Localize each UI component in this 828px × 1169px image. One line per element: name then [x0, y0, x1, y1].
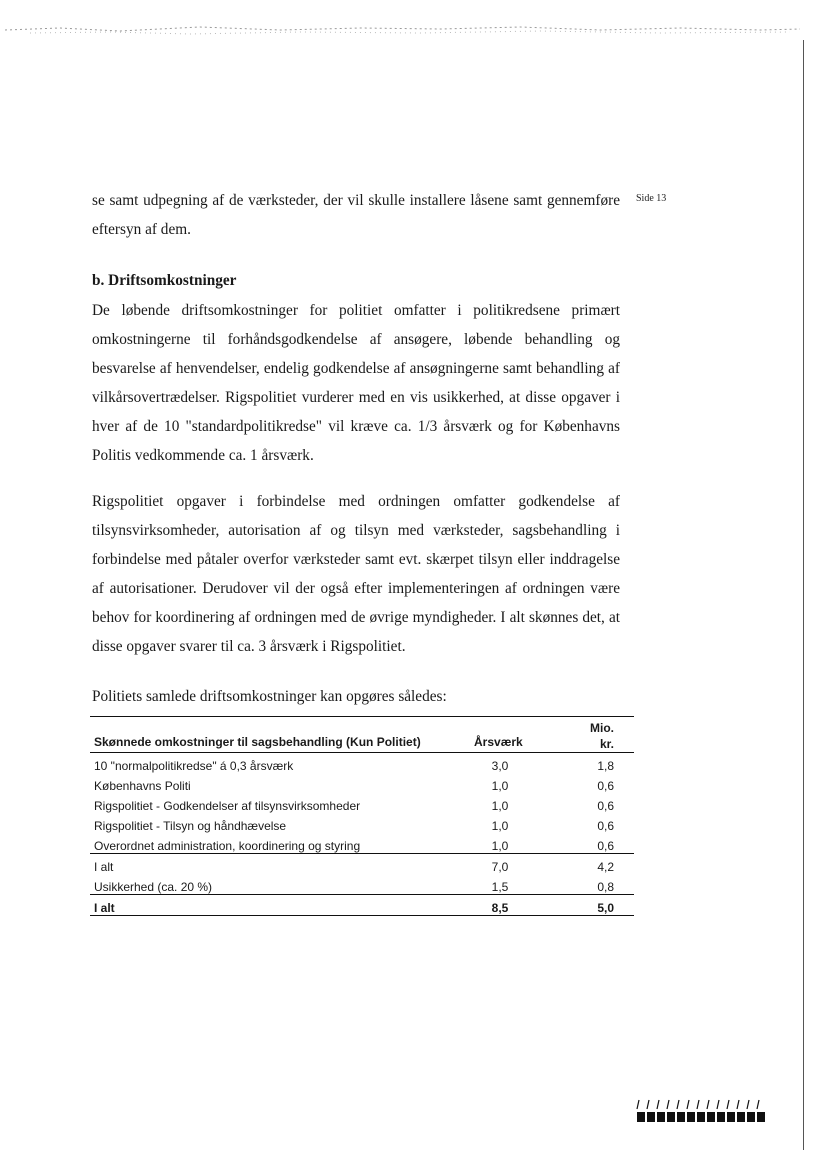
table-row — [90, 773, 634, 793]
row-mio: 4,2 — [597, 860, 614, 874]
row-mio: 0,8 — [544, 874, 634, 895]
cost-table — [90, 716, 634, 916]
row-mio: 0,6 — [597, 779, 614, 793]
table-total-row — [90, 895, 634, 916]
row-label: I alt — [90, 895, 452, 916]
row-mio: 1,8 — [597, 759, 614, 773]
row-mio: 5,0 — [544, 895, 634, 916]
row-arsvaerk: 1,0 — [491, 779, 509, 793]
table-row — [90, 793, 634, 813]
row-label: Usikkerhed (ca. 20 %) — [90, 874, 452, 895]
row-label: Rigspolitiet - Tilsyn og håndhævelse — [94, 819, 287, 833]
scan-edge-line — [803, 40, 804, 1150]
row-label: Overordnet administration, koordinering og styring — [90, 833, 452, 854]
table-intro: Politiets samlede driftsomkostninger kan opgøres således: — [92, 688, 447, 705]
row-arsvaerk: 7,0 — [491, 860, 509, 874]
table-row — [90, 753, 634, 774]
row-label: Rigspolitiet - Godkendelser af tilsynsvirksomheder — [94, 799, 361, 813]
table-row — [90, 813, 634, 833]
row-arsvaerk: 1,0 — [452, 833, 544, 854]
row-arsvaerk: 1,0 — [491, 819, 509, 833]
row-label: Københavns Politi — [94, 779, 191, 793]
paragraph-driftsomkostninger: De løbende driftsomkostninger for politiet omfatter i politikredsene primært omkostningerne til forhåndsgodkendelse af ansøgere, løbende behandling og besvarelse af henvendelser, endelig godkendelse af ansøgningerne samt behandling af vilkårsovertrædelser. Rigspolitiet vurderer med en vis usikkerhed, at disse opgaver i hver af de 10 "standardpolitikredse" vil kræve ca. 1/3 årsværk og for Københavns Politis vedkommende ca. 1 årsværk. — [92, 302, 620, 464]
scan-noise-top-edge — [0, 18, 828, 38]
header-kr: kr. — [599, 737, 614, 751]
table-row — [90, 833, 634, 854]
page-number: Side 13 — [636, 193, 667, 204]
row-arsvaerk: 8,5 — [452, 895, 544, 916]
row-mio: 0,6 — [544, 833, 634, 854]
row-mio: 0,6 — [597, 799, 614, 813]
row-label: 10 "normalpolitikredse" á 0,3 årsværk — [94, 759, 294, 773]
header-description: Skønnede omkostninger til sagsbehandling (Kun Politiet) — [90, 717, 452, 753]
table-header-row — [90, 717, 634, 753]
row-arsvaerk: 3,0 — [491, 759, 509, 773]
row-mio: 0,6 — [597, 819, 614, 833]
header-mio-kr — [544, 717, 634, 753]
paragraph-rigspolitiet: Rigspolitiet opgaver i forbindelse med ordningen omfatter godkendelse af tilsynsvirksomheder, autorisation af og tilsyn med værksteder, sagsbehandling i forbindelse med påtaler overfor værksteder samt evt. skærpet tilsyn eller inddragelse af autorisationer. Derudover vil der også efter implementeringen af ordningen være behov for koordinering af ordningen med de øvrige myndigheder. I alt skønnes det, at disse opgaver svarer til ca. 3 årsværk i Rigspolitiet. — [92, 493, 620, 655]
row-arsvaerk: 1,5 — [452, 874, 544, 895]
table-subtotal-row — [90, 854, 634, 875]
table-row — [90, 874, 634, 895]
continuation-paragraph: se samt udpegning af de værksteder, der vil skulle installere låsene samt gennemføre eftersyn af dem. — [92, 192, 620, 238]
section-heading: b. Driftsomkostninger — [92, 272, 237, 289]
header-mio: Mio. — [590, 721, 614, 735]
row-label: I alt — [94, 860, 114, 874]
barcode-mark — [636, 1098, 766, 1124]
row-arsvaerk: 1,0 — [491, 799, 509, 813]
header-arsvaerk: Årsværk — [452, 717, 544, 753]
